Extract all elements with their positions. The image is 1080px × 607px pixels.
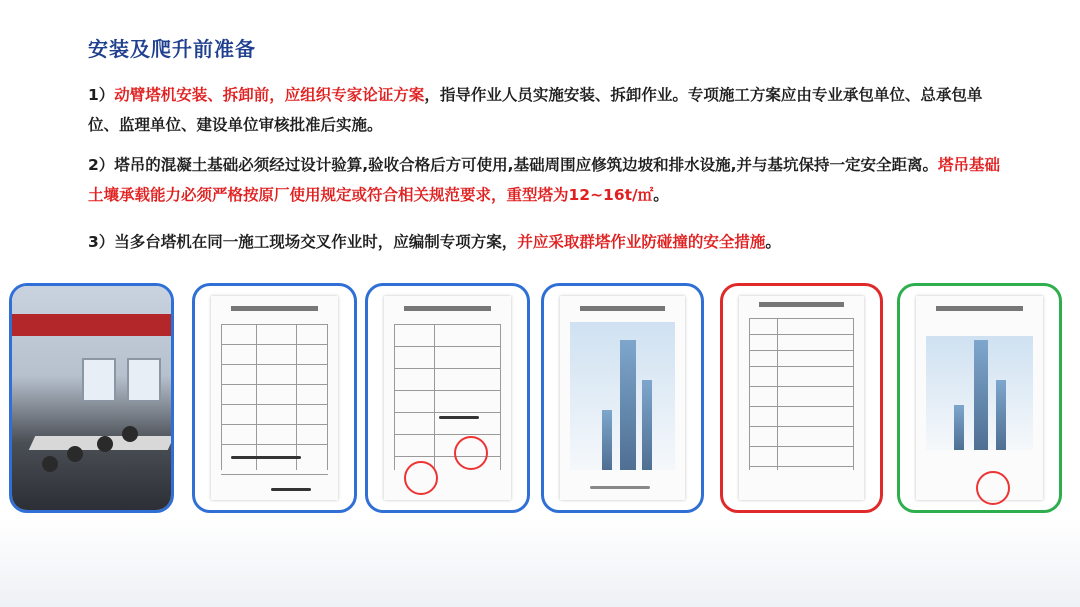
paragraph-2-text: 塔吊的混凝土基础必须经过设计验算,验收合格后方可使用,基础周围应修筑边坡和排水设施,并与基坑保持一定安全距离。 — [114, 156, 938, 174]
meeting-photo-card — [9, 283, 174, 513]
document-page — [739, 296, 864, 500]
document-header — [759, 302, 844, 307]
photo-person — [67, 446, 83, 462]
document-page — [384, 296, 511, 500]
paragraph-2-number: 2） — [88, 156, 115, 174]
tower-building — [602, 410, 612, 470]
paragraph-2 — [88, 150, 1008, 210]
document-page — [916, 296, 1043, 500]
paragraph-1-highlight: 动臂塔机安装、拆卸前，应组织专家论证方案 — [114, 86, 425, 104]
paragraph-3-text: 当多台塔机在同一施工现场交叉作业时，应编制专项方案， — [114, 233, 518, 251]
foundation-report-card — [720, 283, 883, 513]
meeting-photo — [12, 286, 171, 510]
handwritten-signature — [439, 416, 479, 419]
tower-building — [620, 340, 636, 470]
document-header — [404, 306, 491, 311]
signed-document-card-1 — [192, 283, 357, 513]
document-page — [560, 296, 685, 500]
photo-banner — [12, 314, 171, 336]
paragraph-2-highlight: 塔吊基础土壤承载能力必须严格按原厂使用规定或符合相关规范要求，重型塔为12~16t/㎡ — [88, 156, 1000, 204]
paragraph-3-highlight: 并应采取群塔作业防碰撞的安全措施 — [517, 233, 766, 251]
document-header — [936, 306, 1023, 311]
document-page — [211, 296, 338, 500]
red-seal — [454, 436, 488, 470]
paragraph-3-number: 3） — [88, 233, 115, 251]
paragraph-1 — [88, 80, 1008, 140]
tower-building — [642, 380, 652, 470]
photo-person — [122, 426, 138, 442]
tower-rendering — [570, 322, 675, 470]
photo-window — [82, 358, 116, 402]
paragraph-2-end: 。 — [653, 186, 669, 204]
slide-title: 安装及爬升前准备 — [88, 37, 256, 61]
red-seal — [976, 471, 1010, 505]
paragraph-1-number: 1） — [88, 86, 115, 104]
handwritten-signature — [231, 456, 301, 459]
tower-rendering — [926, 336, 1033, 450]
document-header — [580, 306, 665, 311]
plan-cover-card — [541, 283, 704, 513]
handwritten-signature — [271, 488, 311, 491]
tower-building — [954, 405, 964, 450]
document-footer-line — [590, 486, 650, 489]
red-seal — [404, 461, 438, 495]
tower-building — [974, 340, 988, 450]
photo-person — [42, 456, 58, 472]
tower-building — [996, 380, 1006, 450]
document-header — [231, 306, 318, 311]
signed-document-card-2 — [365, 283, 530, 513]
paragraph-1-text: ，指导作业人员实施安装、拆卸作业。专项施工方案应由专业承包单位、总承包单位、监理单位、建设单位审核批准后实施。 — [88, 86, 983, 134]
paragraph-3 — [88, 227, 1008, 257]
photo-person — [97, 436, 113, 452]
safety-plan-card — [897, 283, 1062, 513]
paragraph-3-end: 。 — [765, 233, 781, 251]
photo-window — [127, 358, 161, 402]
background-gradient — [0, 517, 1080, 607]
